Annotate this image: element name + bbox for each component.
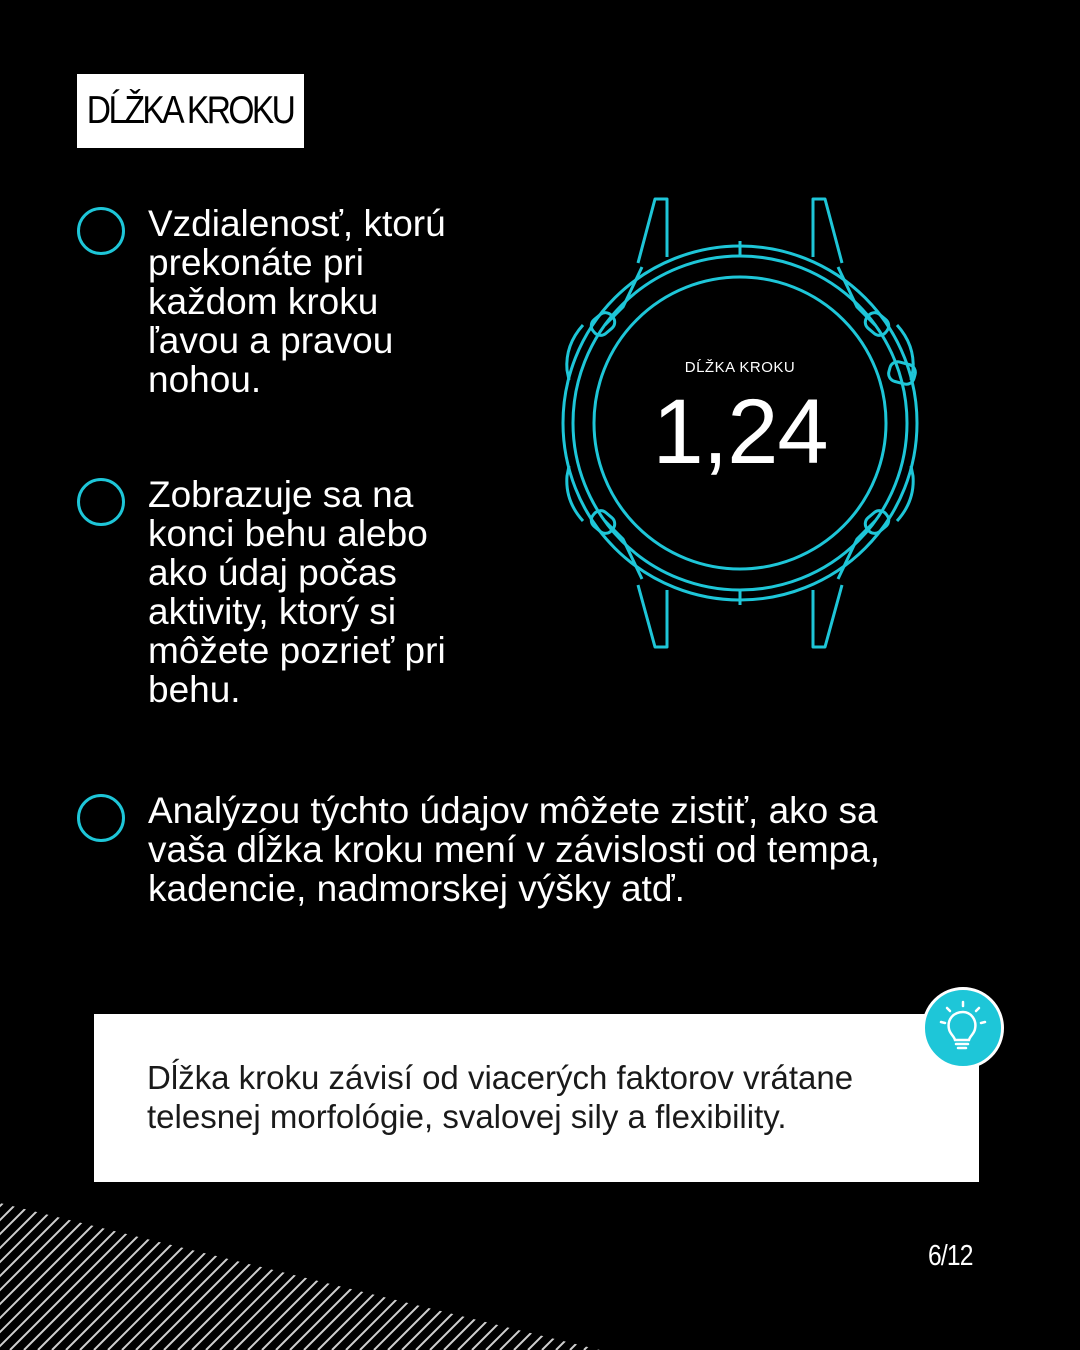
- bullet-text: Zobrazuje sa na konci behu alebo ako údaj počas aktivity, ktorý si môžete pozrieť pri behu.: [148, 474, 446, 710]
- hatch-line: [472, 1195, 627, 1350]
- bullet-circle-icon: [77, 794, 125, 842]
- hatch-line: [668, 1195, 823, 1350]
- hatch-line: [94, 1195, 249, 1350]
- hatch-line: [458, 1195, 613, 1350]
- hatch-line: [262, 1195, 417, 1350]
- hatch-line: [164, 1195, 319, 1350]
- hatch-line: [598, 1195, 753, 1350]
- hatch-line: [682, 1195, 837, 1350]
- hatch-line: [150, 1195, 305, 1350]
- tip-box: [94, 1014, 979, 1182]
- hatch-line: [80, 1195, 235, 1350]
- hatch-line: [528, 1195, 683, 1350]
- hatch-line: [696, 1195, 851, 1350]
- lightbulb-icon: [922, 987, 1004, 1069]
- hatch-line: [304, 1195, 459, 1350]
- hatch-line: [416, 1195, 571, 1350]
- hatch-line: [402, 1195, 557, 1350]
- hatch-line: [10, 1195, 165, 1350]
- bullet-text: Vzdialenosť, ktorú prekonáte pri každom kroku ľavou a pravou nohou.: [148, 203, 446, 400]
- hatch-line: [640, 1195, 795, 1350]
- hatch-line: [290, 1195, 445, 1350]
- hatch-line: [612, 1195, 767, 1350]
- hatch-line: [486, 1195, 641, 1350]
- hatch-line: [388, 1195, 543, 1350]
- page-title: DĹŽKA KROKU: [87, 89, 294, 132]
- hatch-line: [542, 1195, 697, 1350]
- hatch-line: [220, 1195, 375, 1350]
- hatch-line: [584, 1195, 739, 1350]
- hatch-line: [332, 1195, 487, 1350]
- hatch-line: [24, 1195, 179, 1350]
- page-title-box: [77, 74, 304, 148]
- hatch-line: [556, 1195, 711, 1350]
- hatch-line: [374, 1195, 529, 1350]
- hatch-line: [234, 1195, 389, 1350]
- page-number: 6/12: [928, 1240, 973, 1272]
- hatch-line: [654, 1195, 809, 1350]
- hatch-line: [122, 1195, 277, 1350]
- hatch-line: [66, 1195, 221, 1350]
- hatch-line: [430, 1195, 585, 1350]
- hatch-line: [360, 1195, 515, 1350]
- hatch-line: [206, 1195, 361, 1350]
- diagonal-hatch-decoration: [0, 1195, 1080, 1350]
- watch-metric-label: DĹŽKA KROKU: [684, 359, 796, 376]
- bullet-item: [77, 474, 446, 710]
- bullet-item: [77, 203, 446, 400]
- tip-text: Dĺžka kroku závisí od viacerých faktorov vrátane telesnej morfológie, svalovej sily a flexibility.: [147, 1059, 854, 1135]
- hatch-line: [0, 1195, 81, 1350]
- watch-illustration: [555, 195, 925, 650]
- hatch-line: [318, 1195, 473, 1350]
- bullet-item: [77, 790, 881, 909]
- hatch-line: [570, 1195, 725, 1350]
- hatch-line: [444, 1195, 599, 1350]
- hatch-line: [52, 1195, 207, 1350]
- hatch-line: [192, 1195, 347, 1350]
- bullet-circle-icon: [77, 478, 125, 526]
- hatch-line: [108, 1195, 263, 1350]
- bullet-circle-icon: [77, 207, 125, 255]
- bullet-text: Analýzou týchto údajov môžete zistiť, ako sa vaša dĺžka kroku mení v závislosti od tempa, kadencie, nadmorskej výšky atď.: [148, 790, 881, 909]
- hatch-line: [626, 1195, 781, 1350]
- watch-metric-value: 1,24: [652, 381, 828, 483]
- hatch-line: [500, 1195, 655, 1350]
- hatch-line: [346, 1195, 501, 1350]
- hatch-line: [38, 1195, 193, 1350]
- hatch-line: [514, 1195, 669, 1350]
- hatch-line: [276, 1195, 431, 1350]
- hatch-line: [178, 1195, 333, 1350]
- hatch-line: [248, 1195, 403, 1350]
- hatch-line: [136, 1195, 291, 1350]
